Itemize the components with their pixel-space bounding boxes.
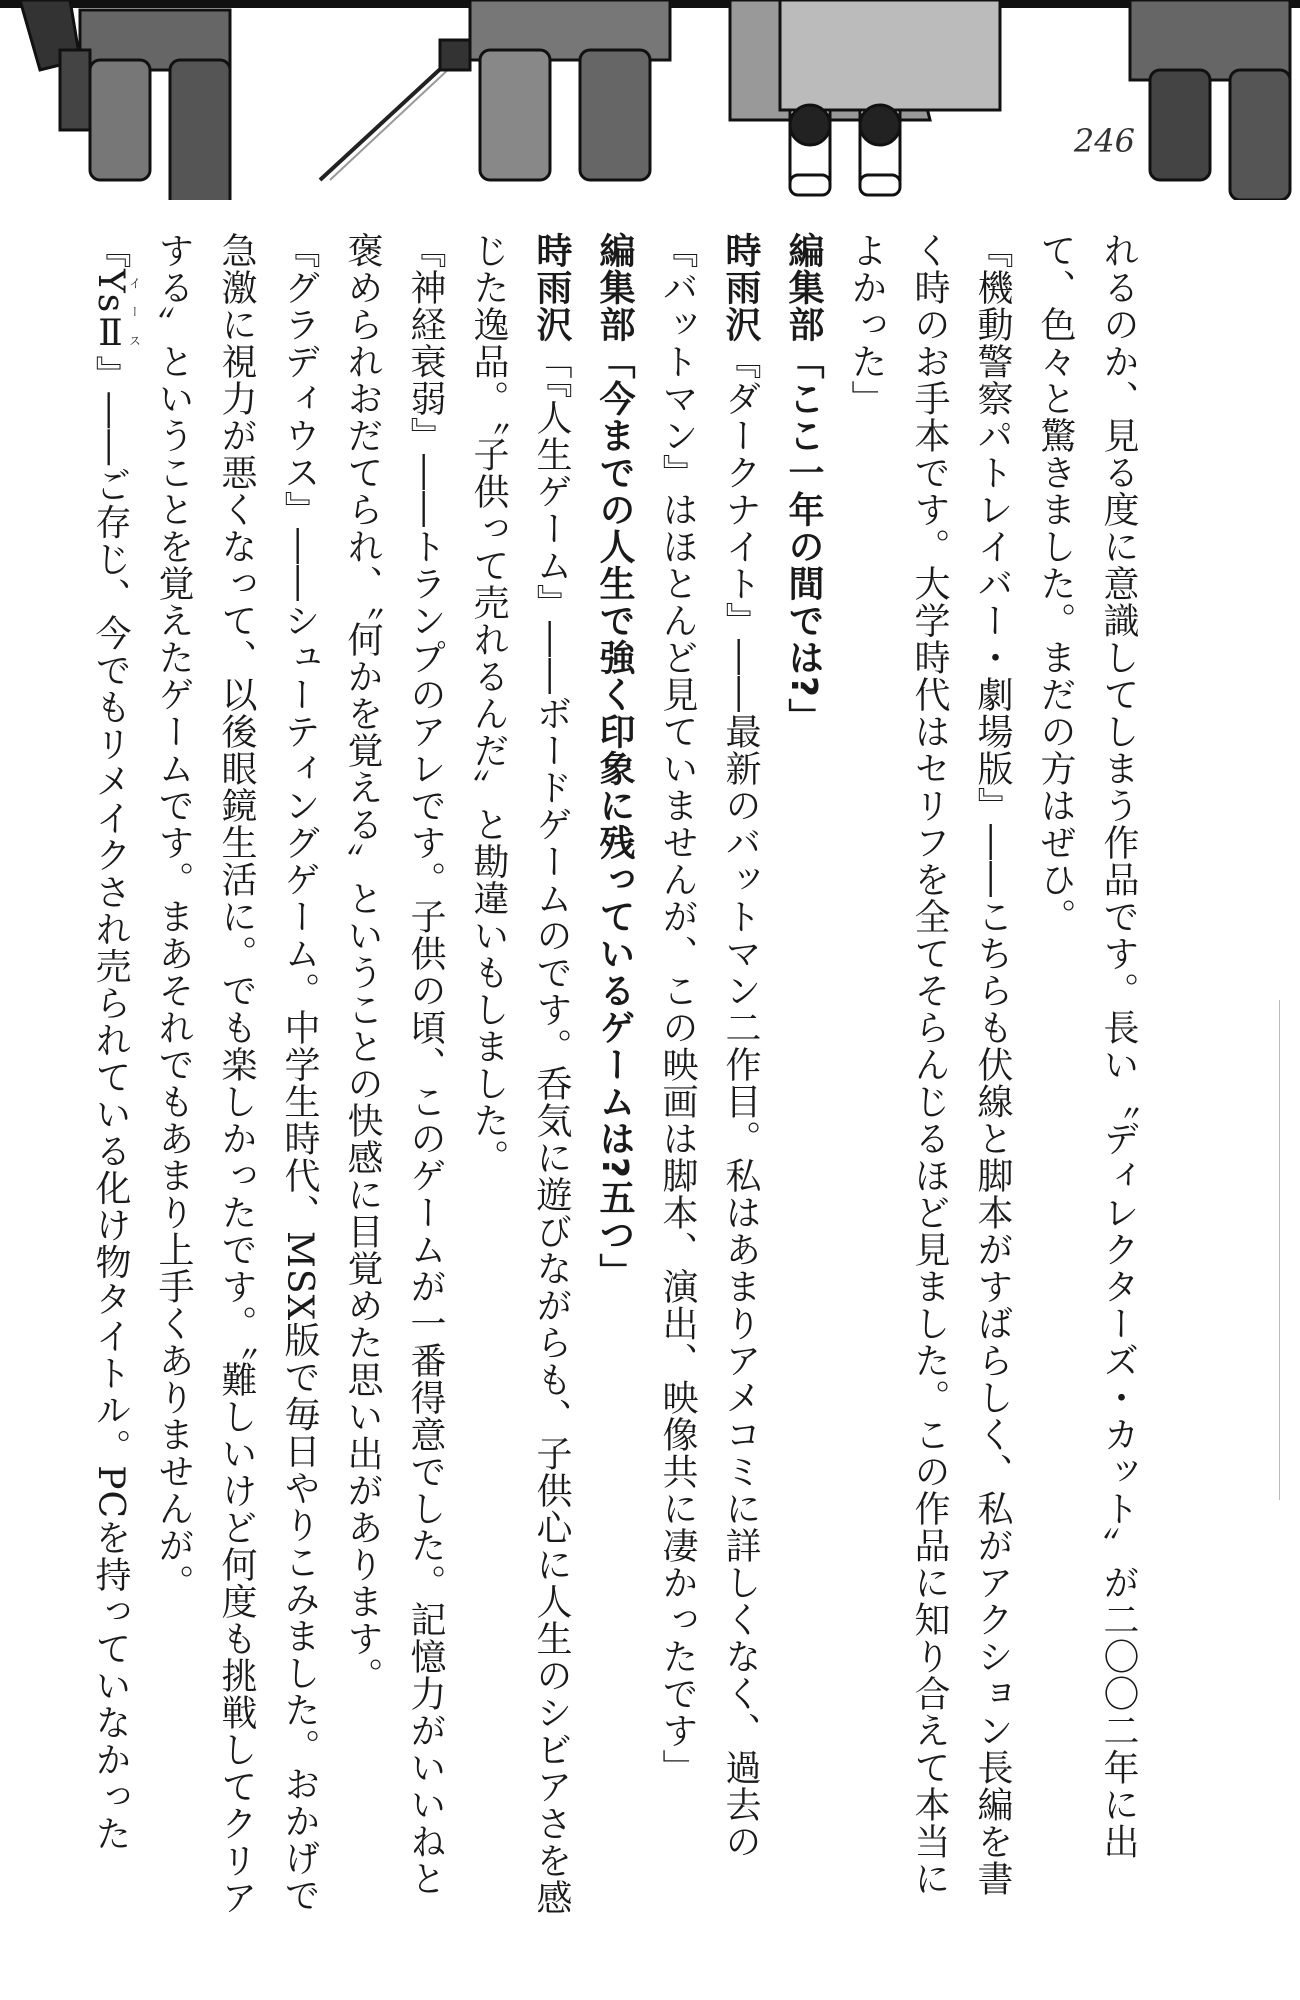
interview-question: 「ここ一年の間では?」 [783,343,824,735]
ruby-base: YsⅡ [90,269,131,356]
paragraph-p1 [1024,232,1150,1922]
chibi-characters-illustration-icon [0,0,1300,200]
speaker-name: 編集部 [783,232,824,343]
body-text-run: 『神経衰弱』――トランプのアレです。子供の頃、このゲームが一番得意でした。記憶力がいいねと褒められおだてられ、〝何かを覚える〟ということの快感に目覚めた思い出があります。 [342,232,446,1897]
page-edge-line [1279,1000,1280,1500]
body-text-run: 』――ご存じ、今でもリメイクされ売られている化け物タイトル。PCを持っていなかった [90,355,131,1853]
ruby-text: イース [127,269,142,356]
paragraph-p7 [331,232,457,1922]
body-text-run: 『グラディウス』――シューティングゲーム。中学生時代、MSX版で毎日やりこみました。おかげで急激に視力が悪くなって、以後眼鏡生活に。でも楽しかったです。〝難しいけど何度も挑戦してクリアする〟ということを覚えたゲームです。まあそれでもあまり上手くありませんが。 [153,232,320,1916]
paragraph-p8 [142,232,331,1922]
speaker-name: 編集部 [594,232,635,343]
paragraph-p3 [772,232,835,1922]
paragraph-p9 [90,232,142,1922]
body-text-run: 「『人生ゲーム』――ボードゲームのです。呑気に遊びながらも、子供心に人生のシビアさを感じた逸品。〝子供って売れるんだ〟と勘違いもしました。 [468,232,572,1916]
body-text-run: れるのか、見る度に意識してしまう作品です。長い〝ディレクターズ・カット〟が二〇〇二年に出て、色々と驚きました。まだの方はぜひ。 [1035,232,1139,1860]
vertical-body-text [90,232,1150,1922]
speaker-name: 時雨沢 [531,232,572,343]
body-text-run: 『ダークナイト』――最新のバットマン二作目。私はあまりアメコミに詳しくなく、過去の『バットマン』はほとんど見ていませんが、この映画は脚本、演出、映像共に凄かったです」 [657,232,761,1860]
paragraph-p5 [583,232,646,1922]
body-text-run: 『機動警察パトレイバー・劇場版』――こちらも伏線と脚本がすばらしく、私がアクション長編を書く時のお手本です。大学時代はセリフを全てそらんじるほど見ました。この作品に知り合えて本当によかった」 [846,232,1013,1897]
ruby-annotation [90,269,142,356]
paragraph-p2 [835,232,1024,1922]
body-text-run: 『 [90,232,131,269]
paragraph-p4 [646,232,772,1922]
speaker-name: 時雨沢 [720,232,761,343]
paragraph-p6 [457,232,583,1922]
interview-question: 「今までの人生で強く印象に残っているゲームは?五つ」 [594,343,635,1290]
page-number: 246 [1073,122,1135,160]
